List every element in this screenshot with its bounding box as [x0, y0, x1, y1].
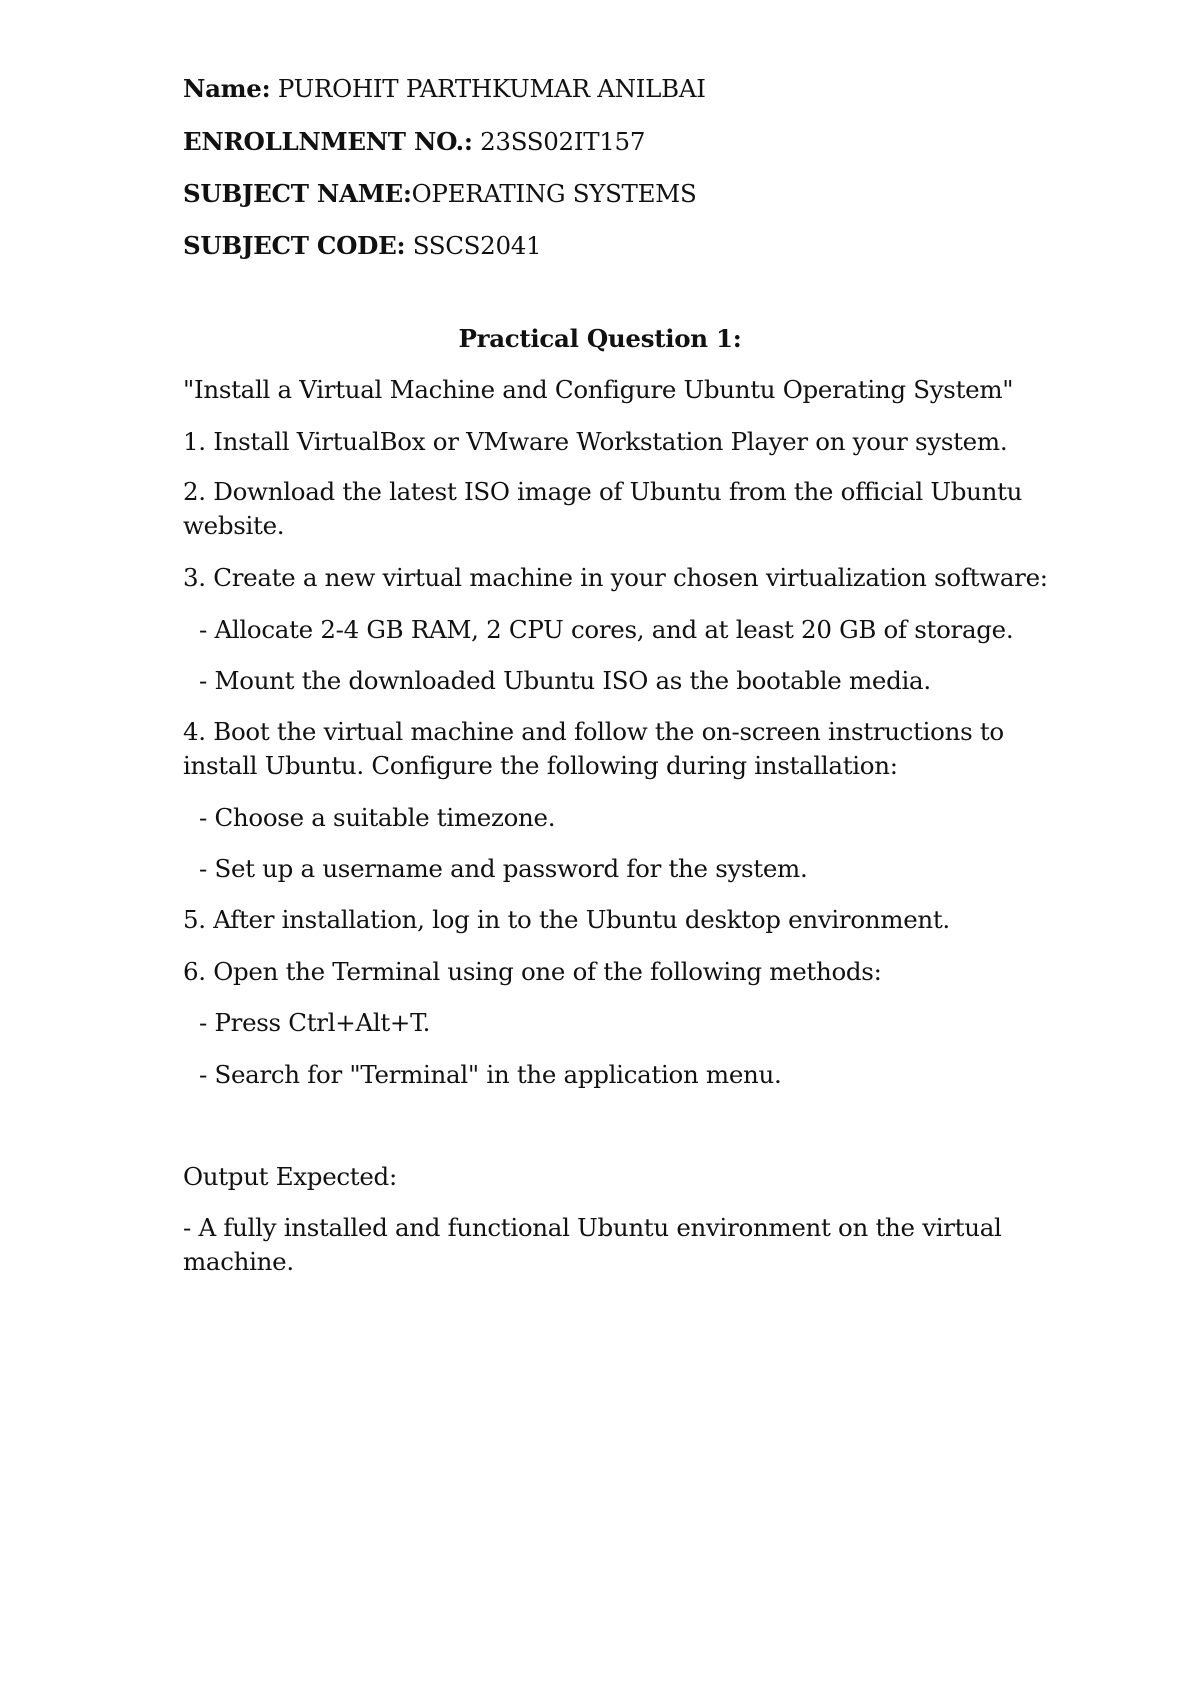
- subject-code-value: SSCS2041: [405, 231, 542, 260]
- step-6: 6. Open the Terminal using one of the following methods:: [183, 957, 882, 986]
- step-4-line-2: install Ubuntu. Configure the following during installation:: [183, 751, 898, 780]
- name-value: PUROHIT PARTHKUMAR ANILBAI: [270, 74, 706, 103]
- step-1: 1. Install VirtualBox or VMware Workstation Player on your system.: [183, 427, 1008, 456]
- step-4-sub-1: - Choose a suitable timezone.: [199, 803, 556, 832]
- output-line-2: machine.: [183, 1247, 294, 1276]
- subject-code-label: SUBJECT CODE:: [183, 231, 406, 260]
- output-heading: Output Expected:: [183, 1162, 397, 1191]
- step-5: 5. After installation, log in to the Ubuntu desktop environment.: [183, 905, 950, 934]
- name-label: Name:: [183, 74, 271, 103]
- subject-name-line: [183, 177, 696, 211]
- question-title: Practical Question 1:: [458, 324, 742, 353]
- step-3: 3. Create a new virtual machine in your chosen virtualization software:: [183, 563, 1048, 592]
- step-2-line-2: website.: [183, 511, 285, 540]
- step-3-sub-2: - Mount the downloaded Ubuntu ISO as the bootable media.: [199, 666, 931, 695]
- enrollment-label: ENROLLNMENT NO.:: [183, 127, 473, 156]
- step-3-sub-1: - Allocate 2-4 GB RAM, 2 CPU cores, and at least 20 GB of storage.: [199, 615, 1014, 644]
- step-6-sub-2: - Search for "Terminal" in the application menu.: [199, 1060, 782, 1089]
- step-6-sub-1: - Press Ctrl+Alt+T.: [199, 1008, 431, 1037]
- step-4-line-1: 4. Boot the virtual machine and follow the on-screen instructions to: [183, 717, 1004, 746]
- enrollment-line: [183, 125, 645, 159]
- subject-name-value: OPERATING SYSTEMS: [411, 179, 697, 208]
- output-line-1: - A fully installed and functional Ubuntu environment on the virtual: [183, 1213, 1002, 1242]
- step-2-line-1: 2. Download the latest ISO image of Ubuntu from the official Ubuntu: [183, 477, 1023, 506]
- enrollment-value: 23SS02IT157: [472, 127, 646, 156]
- step-4-sub-2: - Set up a username and password for the system.: [199, 854, 808, 883]
- question-statement: "Install a Virtual Machine and Configure Ubuntu Operating System": [183, 375, 1014, 404]
- subject-name-label: SUBJECT NAME:: [183, 179, 412, 208]
- subject-code-line: [183, 229, 541, 263]
- student-name-line: [183, 72, 706, 106]
